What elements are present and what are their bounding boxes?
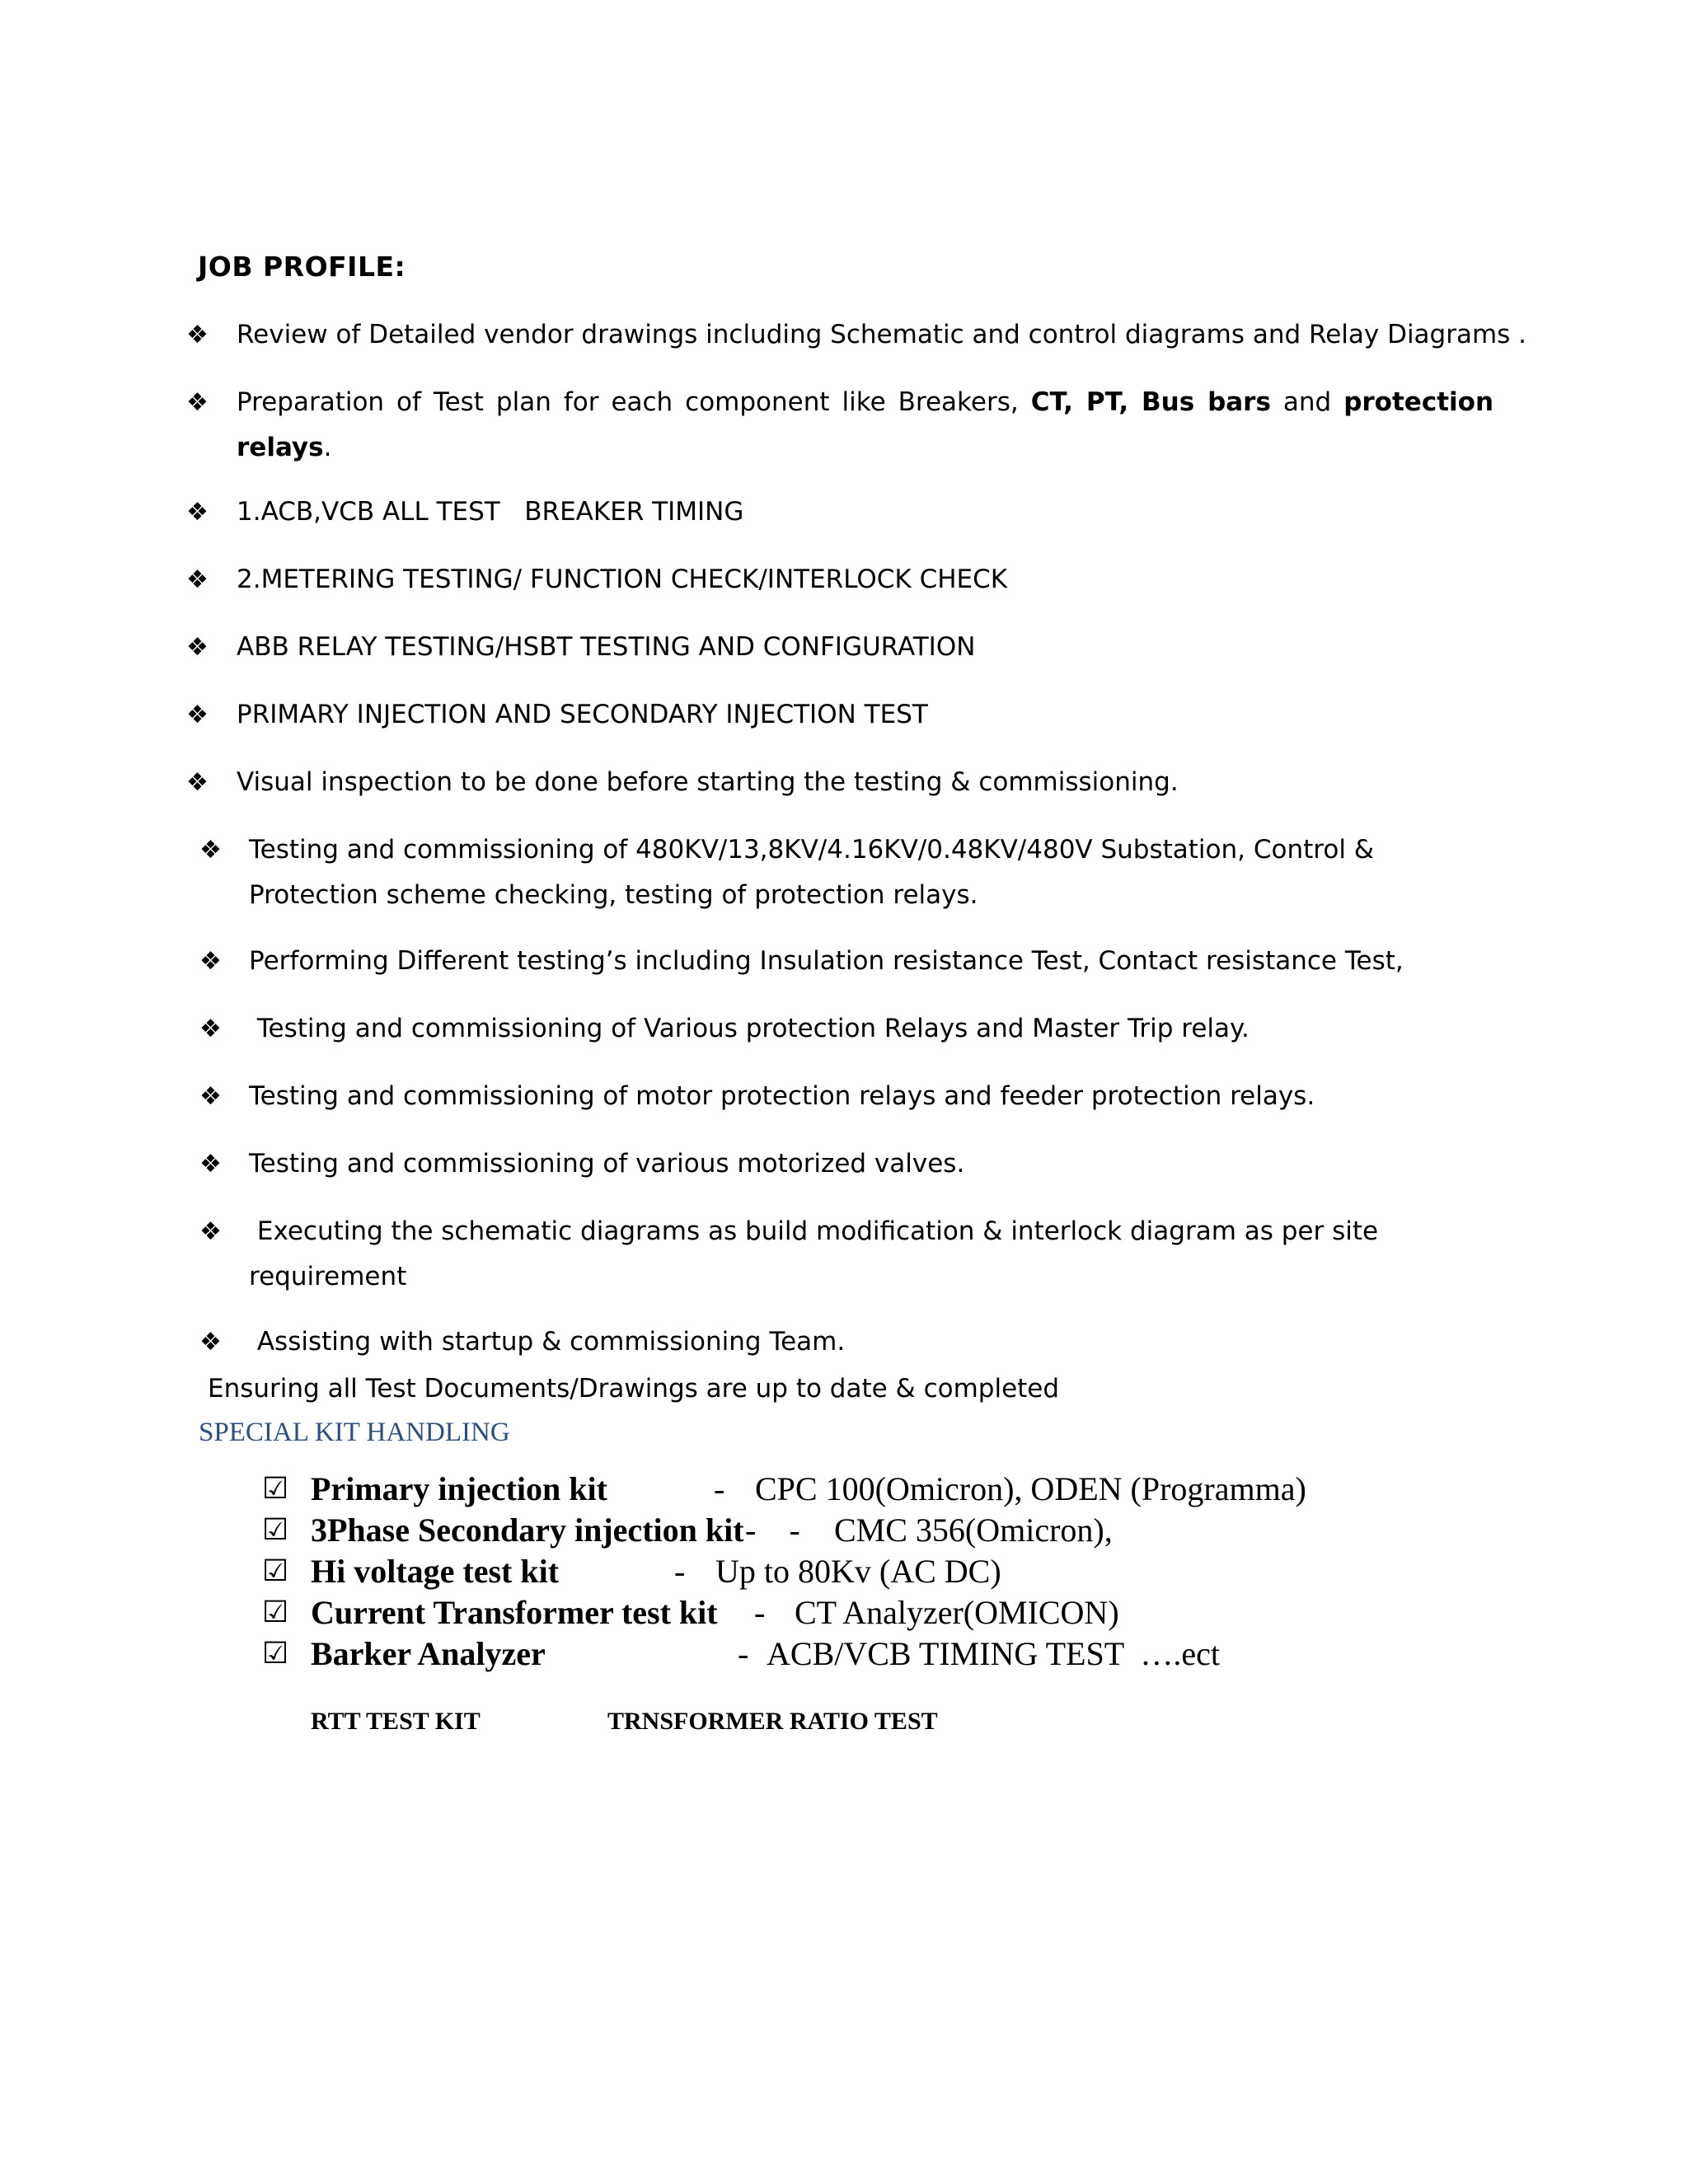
- kit-value: CPC 100(Omicron), ODEN (Programma): [755, 1470, 1306, 1507]
- bold-text: CT, PT, Bus bars: [1030, 387, 1271, 417]
- bullet-text: PRIMARY INJECTION AND SECONDARY INJECTION TEST: [237, 700, 928, 729]
- kit-separator: - -: [745, 1511, 800, 1549]
- diamond-bullet-icon: ❖: [186, 321, 209, 349]
- diamond-bullet-icon: ❖: [199, 1082, 222, 1111]
- kit-item: [0, 1469, 1688, 1510]
- rtt-test-kit-label: RTT TEST KIT: [311, 1708, 481, 1735]
- diamond-bullet-icon: ❖: [199, 1015, 222, 1043]
- bold-text: protection: [1343, 387, 1494, 417]
- bullet-text: Executing the schematic diagrams as build modification & interlock diagram as per site: [249, 1216, 1379, 1246]
- kit-item: [0, 1510, 1688, 1551]
- diamond-bullet-icon: ❖: [199, 1150, 222, 1179]
- bullet-text: Testing and commissioning of motor protection relays and feeder protection relays.: [249, 1081, 1315, 1111]
- kit-item: [0, 1633, 1688, 1675]
- diamond-bullet-icon: ❖: [186, 388, 209, 417]
- checkbox-checked-icon: ☑: [262, 1596, 289, 1629]
- kit-name: 3Phase Secondary injection kit: [311, 1511, 744, 1549]
- bullet-text-continued: relays.: [237, 433, 332, 462]
- diamond-bullet-icon: ❖: [199, 1328, 222, 1357]
- kit-name: Hi voltage test kit: [311, 1553, 560, 1590]
- bullet-text: Testing and commissioning of 480KV/13,8KV/4.16KV/0.48KV/480V Substation, Control &: [249, 835, 1374, 865]
- diamond-bullet-icon: ❖: [186, 701, 209, 729]
- kit-item: [0, 1551, 1688, 1592]
- kit-name: Current Transformer test kit: [311, 1594, 718, 1631]
- diamond-bullet-icon: ❖: [199, 1217, 222, 1246]
- special-kit-heading: SPECIAL KIT HANDLING: [199, 1418, 510, 1447]
- kit-separator: -: [674, 1553, 686, 1590]
- checkbox-checked-icon: ☑: [262, 1472, 289, 1506]
- bullet-text: 1.ACB,VCB ALL TEST BREAKER TIMING: [237, 497, 744, 527]
- kit-separator: -: [754, 1594, 766, 1631]
- checkbox-checked-icon: ☑: [262, 1513, 289, 1547]
- ensuring-line: Ensuring all Test Documents/Drawings are up to date & completed: [208, 1374, 1060, 1404]
- bullet-text: Assisting with startup & commissioning Team.: [249, 1327, 846, 1357]
- kit-value: ACB/VCB TIMING TEST ….ect: [767, 1635, 1221, 1672]
- checkbox-checked-icon: ☑: [262, 1554, 289, 1588]
- bullet-text: Visual inspection to be done before starting the testing & commissioning.: [237, 767, 1179, 797]
- transformer-ratio-test-label: TRNSFORMER RATIO TEST: [607, 1708, 938, 1735]
- kit-value: CT Analyzer(OMICON): [795, 1594, 1119, 1631]
- bullet-text: Performing Different testing’s including Insulation resistance Test, Contact resistance Test,: [249, 946, 1404, 976]
- kit-separator: -: [714, 1470, 725, 1507]
- kit-item: [0, 1592, 1688, 1633]
- bullet-text: Testing and commissioning of various motorized valves.: [249, 1149, 965, 1179]
- diamond-bullet-icon: ❖: [186, 498, 209, 527]
- kit-separator: -: [738, 1635, 749, 1672]
- diamond-bullet-icon: ❖: [186, 565, 209, 594]
- diamond-bullet-icon: ❖: [199, 947, 222, 976]
- bullet-text-continued: requirement: [249, 1262, 407, 1291]
- bullet-text: Review of Detailed vendor drawings including Schematic and control diagrams and Relay Diagrams .: [237, 320, 1527, 349]
- kit-name: Barker Analyzer: [311, 1635, 546, 1672]
- kit-name: Primary injection kit: [311, 1470, 607, 1507]
- bullet-text: Preparation of Test plan for each component like Breakers, CT, PT, Bus bars and protection: [237, 387, 1494, 417]
- bullet-text: ABB RELAY TESTING/HSBT TESTING AND CONFIGURATION: [237, 632, 976, 662]
- kit-value: CMC 356(Omicron),: [834, 1511, 1113, 1549]
- diamond-bullet-icon: ❖: [199, 836, 222, 865]
- diamond-bullet-icon: ❖: [186, 768, 209, 797]
- bullet-text: 2.METERING TESTING/ FUNCTION CHECK/INTERLOCK CHECK: [237, 565, 1008, 594]
- kit-value: Up to 80Kv (AC DC): [715, 1553, 1001, 1590]
- bullet-text-continued: Protection scheme checking, testing of protection relays.: [249, 880, 978, 910]
- bullet-text: Testing and commissioning of Various protection Relays and Master Trip relay.: [249, 1014, 1250, 1043]
- checkbox-checked-icon: ☑: [262, 1637, 289, 1671]
- diamond-bullet-icon: ❖: [186, 633, 209, 662]
- job-profile-heading: JOB PROFILE:: [198, 251, 406, 283]
